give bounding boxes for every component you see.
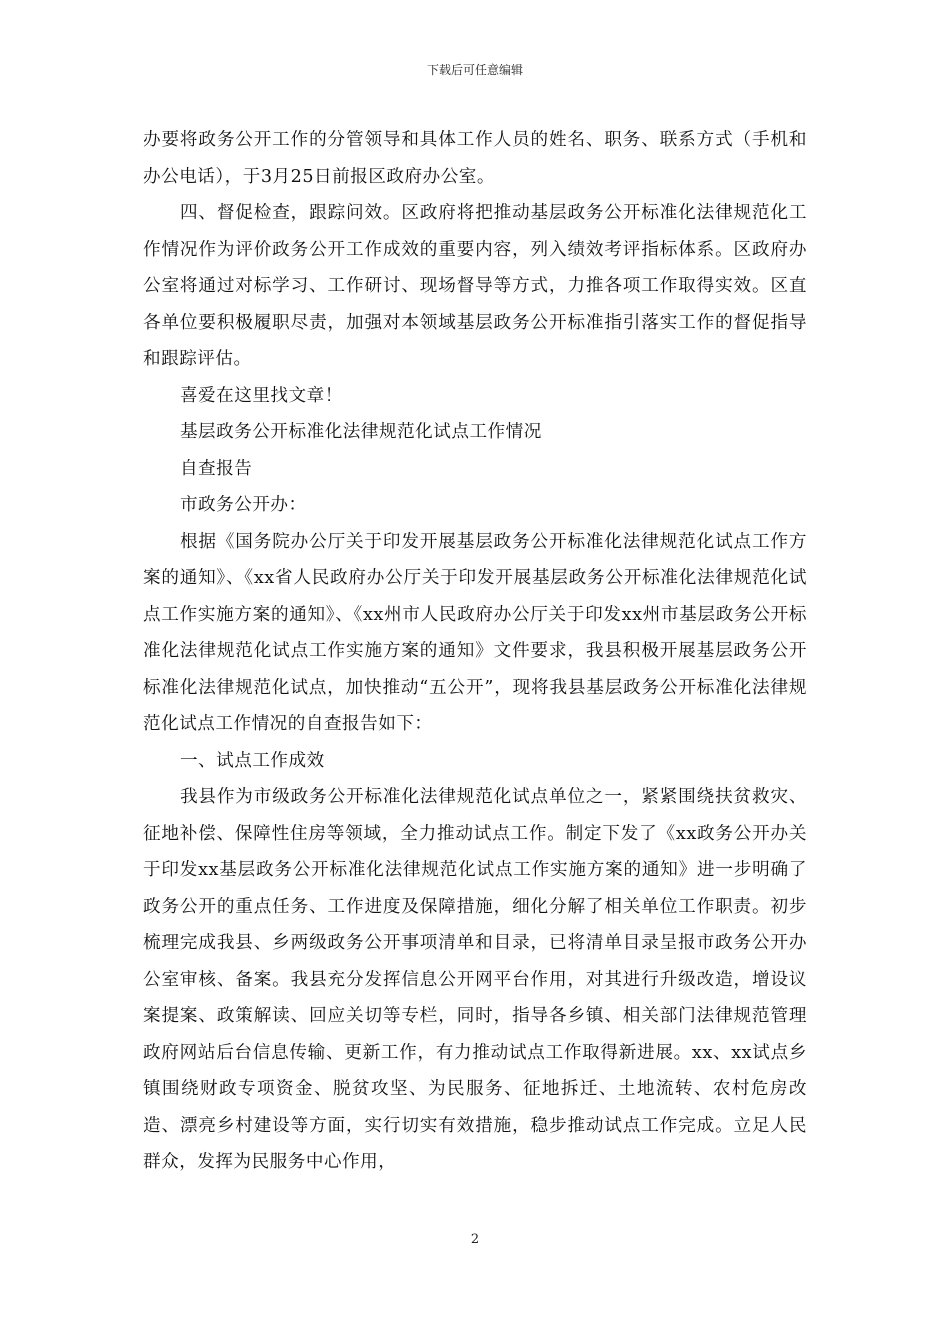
paragraph-results: 我县作为市级政务公开标准化法律规范化试点单位之一，紧紧围绕扶贫救灾、征地补偿、保障性住房等领域，全力推动试点工作。制定下发了《xx政务公开办关于印发xx基层政务公开标准化法律规范化试点工作实施方案的通知》进一步明确了政务公开的重点任务、工作进度及保障措施，细化分解了相关单位工作职责。初步梳理完成我县、乡两级政务公开事项清单和目录，已将清单目录呈报市政务公开办公室审核、备案。我县充分发挥信息公开网平台作用，对其进行升级改造，增设议案提案、政策解读、回应关切等专栏，同时，指导各乡镇、相关部门法律规范管理政府网站后台信息传输、更新工作，有力推动试点工作取得新进展。xx、xx试点乡镇围绕财政专项资金、脱贫攻坚、为民服务、征地拆迁、土地流转、农村危房改造、漂亮乡村建设等方面，实行切实有效措施，稳步推动试点工作完成。立足人民群众，发挥为民服务中心作用，: [143, 787, 807, 1172]
paragraph-basis: 根据《国务院办公厅关于印发开展基层政务公开标准化法律规范化试点工作方案的通知》、《xx省人民政府办公厅关于印发开展基层政务公开标准化法律规范化试点工作实施方案的通知》、《xx州市人民政府办公厅关于印发xx州市基层政务公开标准化法律规范化试点工作实施方案的通知》文件要求，我县积极开展基层政务公开标准化法律规范化试点，加快推动“五公开”，现将我县基层政务公开标准化法律规范化试点工作情况的自查报告如下：: [143, 531, 807, 734]
report-title: 基层政务公开标准化法律规范化试点工作情况: [179, 422, 542, 442]
report-addressee: 市政务公开办：: [179, 495, 307, 515]
page-number: 2: [470, 1232, 480, 1247]
report-subtitle: 自查报告: [179, 458, 253, 479]
paragraph-contact-info: 办要将政务公开工作的分管领导和具体工作人员的姓名、职务、联系方式（手机和办公电话），于3月25日前报区政府办公室。: [143, 130, 807, 187]
document-body: [143, 122, 807, 1181]
section-heading-results: 一、试点工作成效: [179, 750, 325, 771]
paragraph-promo: 喜爱在这里找文章！: [179, 385, 343, 406]
page-header: 下载后可任意编辑: [426, 63, 523, 77]
paragraph-supervision: 四、督促检查，跟踪问效。区政府将把推动基层政务公开标准化法律规范化工作情况作为评价政务公开工作成效的重要内容，列入绩效考评指标体系。区政府办公室将通过对标学习、工作研讨、现场督导等方式，力推各项工作取得实效。区直各单位要积极履职尽责，加强对本领域基层政务公开标准指引落实工作的督促指导和跟踪评估。: [143, 203, 807, 369]
